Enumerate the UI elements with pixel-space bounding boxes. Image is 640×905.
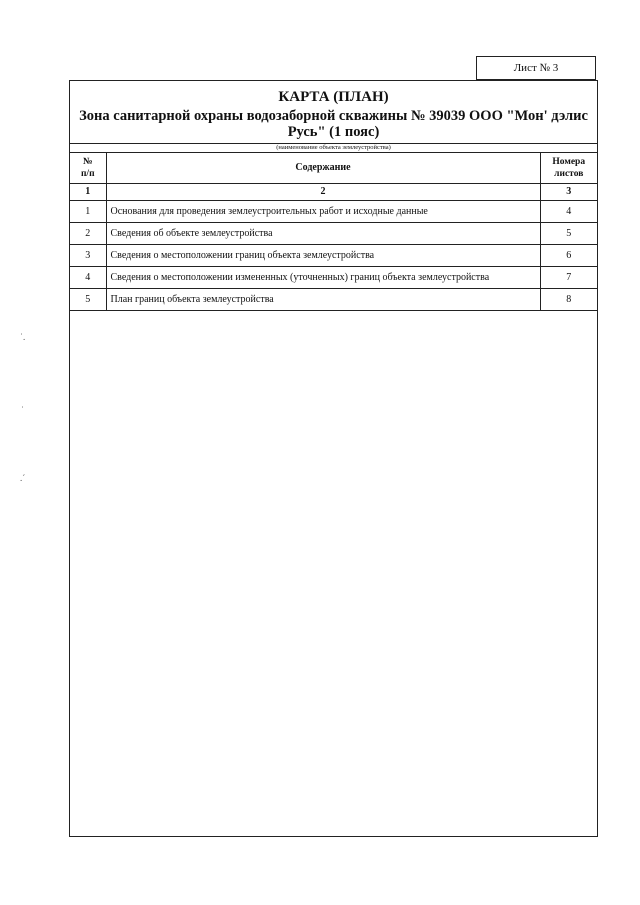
object-name: [70, 108, 597, 140]
header-content: Содержание: [106, 153, 540, 183]
header-number: [70, 153, 106, 183]
column-index-2: 2: [106, 183, 540, 200]
header-number-line-2: п/п: [80, 168, 95, 179]
row-number: 1: [70, 200, 106, 222]
row-content: Сведения о местоположении границ объекта землеустройства: [106, 244, 540, 266]
table-row: [70, 200, 597, 222]
row-number: 3: [70, 244, 106, 266]
header-pages-line-1: Номера: [552, 156, 586, 167]
row-number: 5: [70, 288, 106, 310]
column-index-row: [70, 183, 597, 200]
table-row: [70, 266, 597, 288]
document-frame: [69, 80, 598, 837]
contents-table: [70, 153, 597, 311]
sheet-number-box: [476, 56, 596, 80]
table-header-row: [70, 153, 597, 183]
header-number-line-1: №: [82, 156, 93, 167]
header-pages: [540, 153, 597, 183]
document-title: КАРТА (ПЛАН): [278, 89, 389, 105]
row-number: 4: [70, 266, 106, 288]
row-content: План границ объекта землеустройства: [106, 288, 540, 310]
column-index-1: 1: [70, 183, 106, 200]
row-pages: 4: [540, 200, 597, 222]
row-pages: 7: [540, 266, 597, 288]
row-number: 2: [70, 222, 106, 244]
sheet-number-label: Лист № 3: [513, 62, 559, 74]
row-pages: 8: [540, 288, 597, 310]
binding-mark-icon: .´: [20, 473, 26, 483]
column-index-3: 3: [540, 183, 597, 200]
row-content: Сведения о местоположении измененных (уточненных) границ объекта землеустройства: [106, 266, 540, 288]
object-caption: (наименование объекта землеустройства): [70, 143, 597, 153]
table-row: [70, 288, 597, 310]
row-content: Сведения об объекте землеустройства: [106, 222, 540, 244]
row-pages: 6: [540, 244, 597, 266]
object-name-line-2: Русь" (1 пояс): [287, 124, 380, 140]
header-pages-line-2: листов: [554, 168, 584, 179]
binding-mark-icon: ˙: [21, 405, 24, 415]
document-header: [70, 81, 597, 144]
binding-mark-icon: ˙.: [20, 332, 26, 342]
object-name-line-1: Зона санитарной охраны водозаборной скважины № 39039 ООО "Мон' дэлис: [79, 108, 588, 124]
row-pages: 5: [540, 222, 597, 244]
table-row: [70, 222, 597, 244]
table-row: [70, 244, 597, 266]
row-content: Основания для проведения землеустроительных работ и исходные данные: [106, 200, 540, 222]
